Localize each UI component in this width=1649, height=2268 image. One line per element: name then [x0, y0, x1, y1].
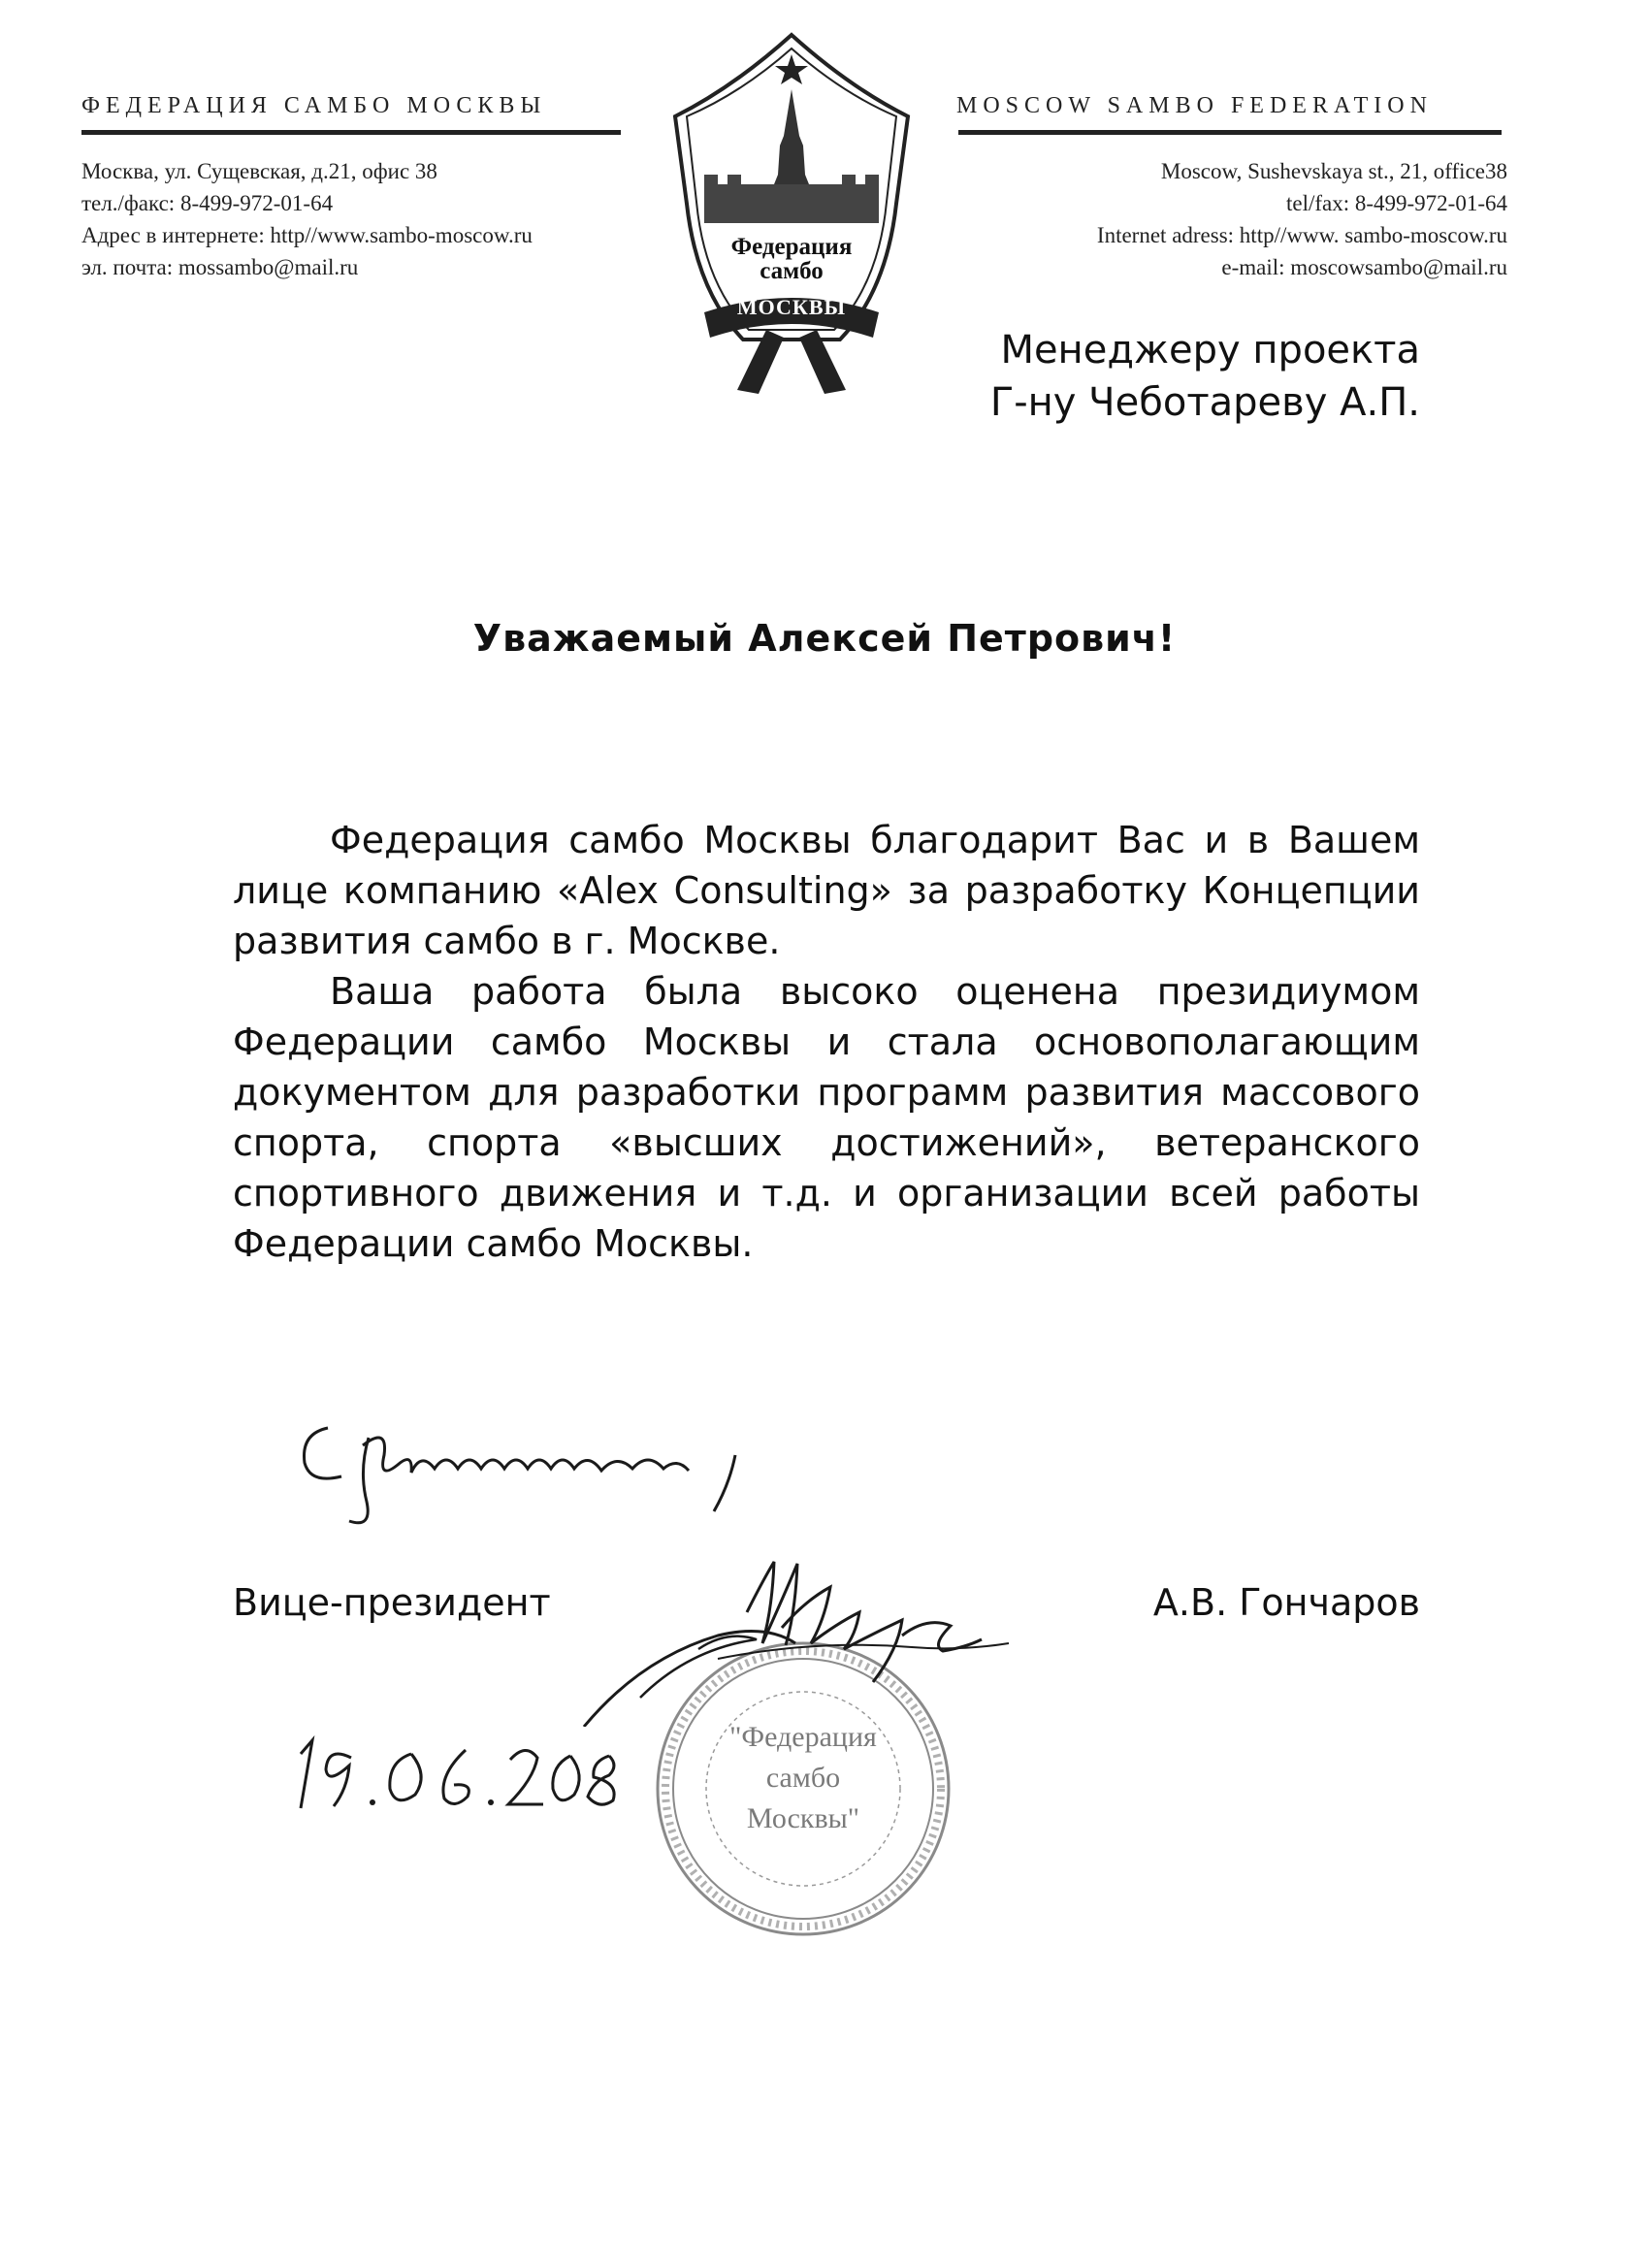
federation-emblem [665, 29, 918, 398]
greeting-handwriting-graphic [291, 1387, 757, 1533]
contact-address-ru: Москва, ул. Сущевская, д.21, офис 38 [81, 159, 437, 183]
contact-website-ru: Адрес в интернете: http//www.sambo-moscow.ru [81, 223, 533, 247]
date-handwriting-graphic [283, 1727, 632, 1814]
header-rule-right [958, 130, 1502, 135]
body-paragraph-1: Федерация самбо Москвы благодарит Вас и в Вашем лице компанию «Alex Consulting» за разработку Концепции развития самбо в г. Москве. [233, 819, 1420, 962]
stamp-line-3: Москвы" [746, 1802, 860, 1834]
stamp-text [652, 1717, 954, 1839]
contact-phone-en: tel/fax: 8-499-972-01-64 [1285, 191, 1507, 215]
header-rule-left [81, 130, 621, 135]
recipient-line-2: Г-ну Чеботареву А.П. [989, 380, 1420, 425]
org-name-en: MOSCOW SAMBO FEDERATION [956, 93, 1433, 118]
signature-graphic [582, 1542, 1028, 1727]
signer-name: А.В. Гончаров [1152, 1581, 1420, 1624]
recipient-block [990, 324, 1420, 429]
handwritten-date [283, 1727, 632, 1819]
contact-email-ru: эл. почта: mossambo@mail.ru [81, 255, 359, 279]
recipient-line-1: Менеджеру проекта [1000, 328, 1420, 373]
handwritten-greeting [291, 1387, 757, 1538]
handwritten-signature [582, 1542, 1028, 1732]
contact-block-ru [81, 155, 533, 283]
letter-body [233, 815, 1420, 1269]
emblem-line-3: МОСКВЫ [736, 295, 847, 319]
body-paragraph-2: Ваша работа была высоко оценена президиумом Федерации самбо Москвы и стала основополагающим документом для разработки программ развития массового спорта, спорта «высших достижений», ветеранского спортивного движения и т.д. и организации всей работы Федерации самбо Москвы. [233, 970, 1420, 1265]
org-name-ru: ФЕДЕРАЦИЯ САМБО МОСКВЫ [81, 93, 547, 118]
emblem-line-1: Федерация [730, 234, 853, 260]
contact-address-en: Moscow, Sushevskaya st., 21, office38 [1160, 159, 1507, 183]
stamp-line-2: самбо [765, 1762, 841, 1794]
signer-title: Вице-президент [233, 1581, 551, 1624]
contact-phone-ru: тел./факс: 8-499-972-01-64 [81, 191, 334, 215]
salutation: Уважаемый Алексей Петрович! [472, 617, 1177, 660]
contact-website-en: Internet adress: http//www. sambo-moscow.ru [1096, 223, 1507, 247]
emblem-graphic [665, 29, 918, 398]
contact-email-en: e-mail: moscowsambo@mail.ru [1221, 255, 1507, 279]
stamp-line-1: "Федерация [729, 1721, 877, 1753]
emblem-text [665, 235, 918, 283]
emblem-line-2: самбо [760, 258, 824, 284]
contact-block-en [1097, 155, 1507, 283]
